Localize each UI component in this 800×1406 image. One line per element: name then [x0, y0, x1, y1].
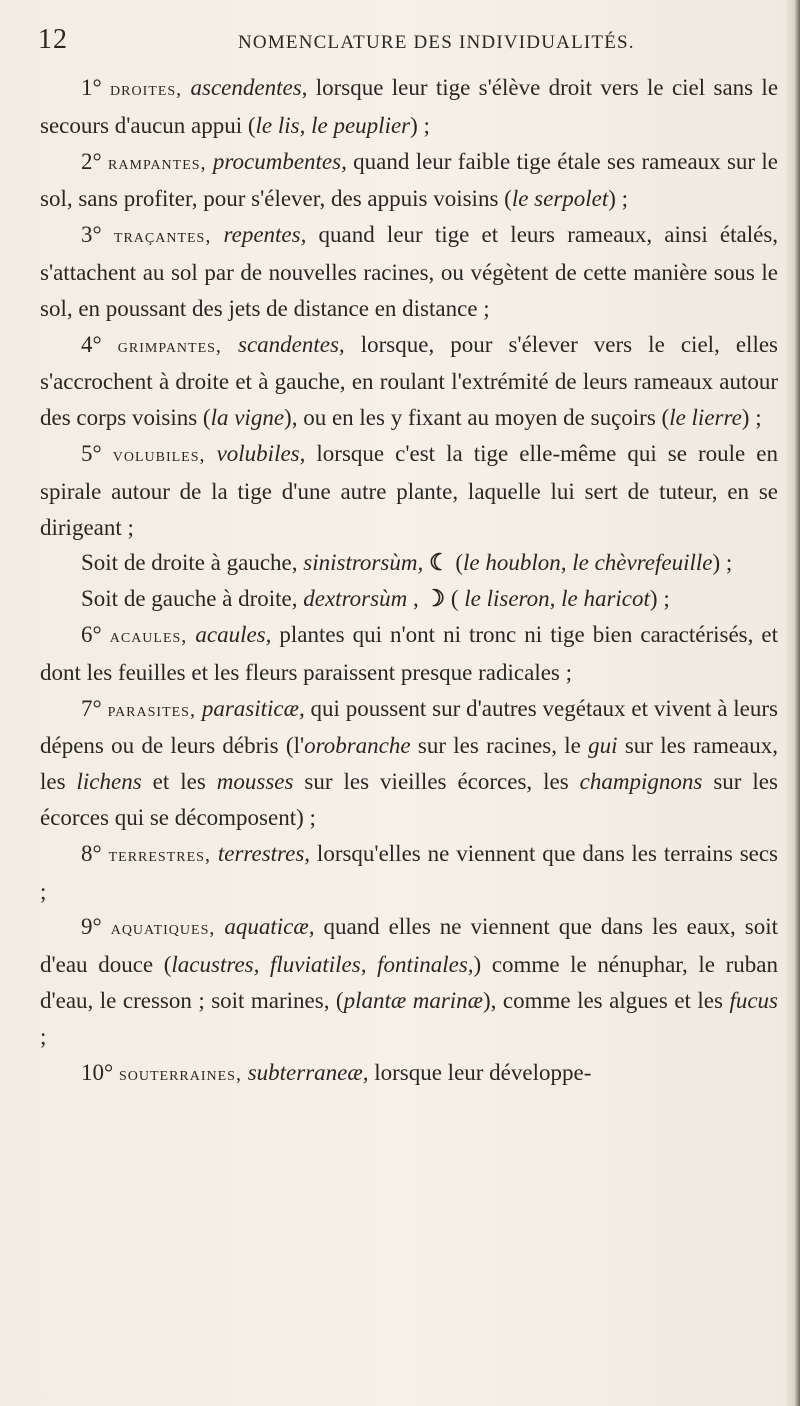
- paragraph-5a: [40, 545, 778, 581]
- item-text: quand leur faible tige étale ses rameaux sur le sol, sans profiter, pour s'élever, des appuis voisins (: [40, 148, 779, 212]
- item-text: sur les écorces qui se décomposent) ;: [40, 769, 778, 830]
- item-text: ) comme le nénuphar, le ruban d'eau, le cresson ; soit marines, (: [40, 952, 779, 1013]
- item-text: ) ;: [649, 586, 670, 612]
- item-latin: dextrorsùm: [303, 586, 408, 612]
- item-example: champignons: [579, 769, 703, 795]
- item-example: mousses: [216, 769, 294, 795]
- item-number: 1°: [81, 75, 102, 100]
- item-number: 7°: [81, 695, 102, 721]
- paragraph-8: [40, 836, 778, 910]
- item-latin: volubiles,: [216, 440, 306, 466]
- paragraph-3: [40, 217, 778, 326]
- item-text: quand leur tige et leurs rameaux, ainsi étalés, s'attachent au sol par de nouvelles racines, ou végètent de cette manière sous le sol, en poussant des jets de distance en distance ;: [40, 222, 779, 321]
- item-term: souterraines,: [118, 1062, 242, 1085]
- item-text: sur les racines, le: [410, 733, 589, 759]
- item-number: 5°: [81, 440, 102, 466]
- item-term: acaules,: [109, 624, 188, 647]
- item-term: volubiles,: [112, 443, 206, 466]
- item-latin: sinistrorsùm,: [303, 550, 424, 576]
- item-text: ,: [407, 586, 425, 612]
- item-text: quand elles ne viennent que dans les eaux, soit d'eau douce (: [40, 914, 779, 978]
- item-text: ), comme les algues et les: [483, 987, 730, 1013]
- item-number: 6°: [81, 621, 102, 647]
- item-text: ;: [40, 1023, 47, 1049]
- item-term: aquatiques,: [110, 917, 216, 940]
- item-text: ) ;: [741, 405, 762, 431]
- item-text: plantes qui n'ont ni tronc ni tige bien caractérisés, et dont les feuilles et les fleurs paraissent presque radicales ;: [40, 621, 779, 685]
- item-text: sur les rameaux, les: [40, 733, 779, 795]
- item-text: lorsqu'elles ne viennent que dans les terrains secs ;: [40, 840, 779, 904]
- item-example: orobranche: [304, 733, 411, 759]
- item-number: 2°: [81, 148, 102, 174]
- item-number: 8°: [81, 840, 102, 866]
- paragraph-10: [40, 1055, 778, 1093]
- item-latin: acaules,: [195, 621, 272, 647]
- item-example: le liseron, le haricot: [464, 586, 650, 612]
- item-latin: terrestres,: [217, 840, 311, 866]
- item-text: et les: [141, 769, 217, 795]
- item-example: le lierre: [669, 405, 742, 431]
- item-number: 3°: [81, 222, 102, 248]
- item-latin: subterraneæ,: [247, 1059, 369, 1085]
- item-example: la vigne: [210, 405, 285, 431]
- item-lead: Soit de gauche à droite,: [81, 586, 304, 612]
- item-example: gui: [588, 733, 618, 759]
- item-number: 4°: [81, 331, 102, 357]
- item-latin: procumbentes,: [212, 148, 347, 174]
- waxing-moon-icon: ☽: [424, 586, 446, 612]
- item-example: fucus: [729, 987, 779, 1013]
- item-term: rampantes,: [108, 151, 207, 174]
- paragraph-1: [40, 70, 778, 144]
- item-latin: repentes,: [223, 222, 307, 248]
- paragraph-5: [40, 436, 778, 545]
- page-header: [38, 24, 778, 58]
- item-text: ), ou en les y fixant au moyen de suçoirs (: [284, 405, 670, 431]
- page-number: 12: [38, 24, 68, 55]
- paragraph-9: [40, 909, 778, 1054]
- item-example: le serpolet: [511, 186, 609, 212]
- waning-moon-icon: ☾: [428, 550, 450, 576]
- item-example: le lis, le peuplier: [255, 112, 411, 138]
- item-latin: scandentes,: [238, 331, 345, 357]
- item-term: grimpantes,: [117, 334, 222, 357]
- paragraph-5b: [40, 581, 778, 617]
- item-text: ) ;: [608, 186, 629, 212]
- running-title: NOMENCLATURE DES INDIVIDUALITÉS.: [238, 32, 635, 53]
- paragraph-6: [40, 617, 778, 691]
- item-term: droites,: [110, 78, 183, 100]
- item-term: parasites,: [107, 698, 196, 721]
- item-text: lorsque leur développe-: [368, 1059, 592, 1085]
- item-number: 10°: [81, 1059, 114, 1085]
- item-example: lichens: [76, 769, 142, 795]
- paragraph-2: [40, 144, 778, 218]
- item-text: lorsque c'est la tige elle-même qui se roule en spirale autour de la tige d'une autre plante, laquelle lui sert de tuteur, en se dirigeant ;: [40, 440, 779, 540]
- item-example: le houblon, le chèvrefeuille: [463, 550, 713, 576]
- page-body: [40, 70, 778, 1092]
- item-number: 9°: [81, 914, 102, 940]
- item-example: lacustres, fluviatiles, fontinales,: [171, 952, 474, 978]
- item-latin: parasiticæ,: [201, 695, 305, 721]
- paragraph-7: [40, 691, 778, 836]
- item-text: sur les vieilles écorces, les: [293, 769, 580, 795]
- item-text: (: [445, 586, 465, 612]
- paragraph-4: [40, 327, 778, 436]
- page-edge-shadow: [786, 0, 800, 1406]
- item-term: terrestres,: [108, 843, 211, 866]
- item-latin: aquaticæ,: [224, 914, 315, 940]
- item-text: (: [449, 550, 463, 576]
- item-text: lorsque, pour s'élever vers le ciel, elles s'accrochent à droite et à gauche, en roulant l'extrémité de leurs rameaux autour des corps voisins (: [40, 331, 778, 431]
- item-text: qui poussent sur d'autres vegétaux et vivent à leurs dépens ou de leurs débris (l': [40, 695, 778, 759]
- item-term: traçantes,: [113, 225, 212, 248]
- item-lead: Soit de droite à gauche,: [81, 550, 304, 576]
- item-example: plantæ marinæ: [343, 987, 484, 1013]
- item-text: , lorsque leur tige s'élève droit vers le ciel sans le secours d'aucun appui (: [40, 75, 779, 138]
- item-latin: ascendentes: [190, 75, 302, 100]
- item-text: ) ;: [712, 550, 733, 576]
- item-text: ) ;: [410, 112, 430, 138]
